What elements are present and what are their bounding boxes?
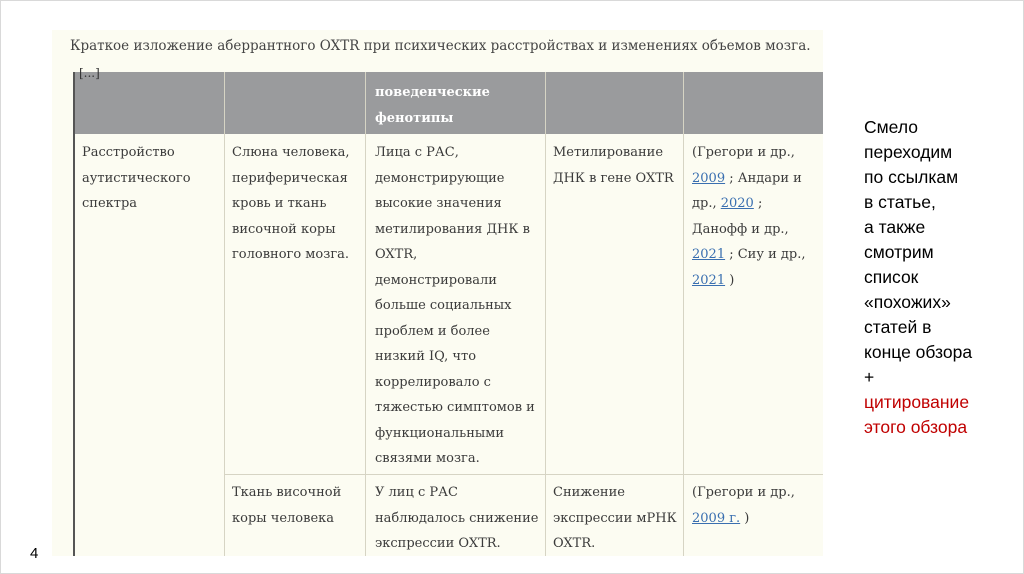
cell-line: височной коры bbox=[232, 221, 336, 237]
cell-line: головного мозга. bbox=[232, 247, 350, 262]
cell-line bbox=[692, 242, 822, 268]
phenotype-cell bbox=[375, 140, 545, 472]
note-line: Смело bbox=[864, 117, 918, 137]
citation-link[interactable]: 2021 bbox=[692, 247, 726, 262]
cell-text: ; Сиу и др., bbox=[725, 247, 806, 262]
cell-line bbox=[692, 191, 822, 217]
cell-line: Метилирование bbox=[553, 145, 664, 160]
column-divider bbox=[365, 72, 366, 556]
note-line: переходим bbox=[864, 142, 953, 162]
cell-line bbox=[692, 166, 822, 192]
cell-line: (Грегори и др., bbox=[692, 145, 795, 160]
note-line: список bbox=[864, 267, 919, 287]
column-divider bbox=[545, 72, 546, 556]
tissue-cell bbox=[232, 480, 364, 531]
cell-line: (Грегори и др., bbox=[692, 485, 795, 500]
cell-line: спектра bbox=[82, 196, 138, 211]
cell-line: проблем и более bbox=[375, 323, 490, 339]
header-cut-text: [...] bbox=[79, 66, 100, 80]
citation-link[interactable]: 2009 bbox=[692, 170, 726, 186]
cell-line: Расстройство bbox=[82, 145, 175, 160]
cell-line: больше социальных bbox=[375, 298, 512, 313]
cell-line: демонстрирующие bbox=[375, 170, 505, 186]
note-line: статей в bbox=[864, 317, 932, 337]
cell-line: функциональными bbox=[375, 425, 505, 441]
cell-line: Слюна человека, bbox=[232, 145, 350, 160]
reference-cell bbox=[692, 480, 822, 531]
cell-line: коры человека bbox=[232, 510, 335, 526]
mechanism-cell bbox=[553, 140, 683, 191]
note-line: смотрим bbox=[864, 242, 934, 262]
tissue-cell bbox=[232, 140, 364, 268]
table-caption: Краткое изложение аберрантного OXTR при психических расстройствах и изменениях объемов мозга. bbox=[70, 38, 811, 54]
cell-line: У лиц с РАС bbox=[375, 485, 458, 500]
note-line: конце обзора bbox=[864, 342, 973, 362]
cell-line: OXTR, bbox=[375, 247, 418, 262]
cell-line: экспрессии OXTR. bbox=[375, 536, 501, 551]
note-line-highlight: этого обзора bbox=[864, 417, 968, 437]
cell-line: ДНК в гене OXTR bbox=[553, 170, 674, 186]
note-line: а также bbox=[864, 217, 926, 237]
citation-link[interactable]: 2020 bbox=[720, 196, 754, 211]
cell-line: связями мозга. bbox=[375, 451, 480, 466]
reference-cell bbox=[692, 140, 822, 293]
cell-text: ) bbox=[740, 510, 750, 526]
disorder-cell bbox=[82, 140, 222, 217]
row-divider bbox=[225, 474, 823, 475]
citation-link[interactable]: 2021 bbox=[692, 272, 726, 288]
cell-line: демонстрировали bbox=[375, 272, 497, 288]
column-divider bbox=[683, 72, 684, 556]
cell-line: Снижение bbox=[553, 485, 625, 500]
slide-note bbox=[864, 115, 1014, 440]
cell-line: метилирования ДНК в bbox=[375, 221, 530, 237]
note-line: + bbox=[864, 367, 875, 387]
note-line: по ссылкам bbox=[864, 167, 959, 187]
cell-line: тяжестью симптомов и bbox=[375, 400, 535, 415]
cell-text: ; bbox=[753, 196, 763, 211]
cell-text: ) bbox=[725, 272, 735, 288]
cell-line: аутистического bbox=[82, 170, 191, 186]
cell-line: высокие значения bbox=[375, 196, 502, 211]
column-divider bbox=[224, 72, 225, 556]
cell-line: экспрессии мРНК bbox=[553, 510, 677, 526]
cell-line: наблюдалось снижение bbox=[375, 510, 539, 526]
cell-text: др., bbox=[692, 196, 721, 211]
cell-line bbox=[692, 268, 822, 294]
citation-link[interactable]: 2009 г. bbox=[692, 510, 741, 526]
cell-line: Лица с РАС, bbox=[375, 145, 459, 160]
cell-text: ; Андари и bbox=[725, 170, 802, 186]
note-line-highlight: цитирование bbox=[864, 392, 970, 412]
cell-line: кровь и ткань bbox=[232, 196, 327, 211]
header-line: поведенческие bbox=[375, 85, 490, 100]
cell-line: низкий IQ, что bbox=[375, 349, 477, 364]
mechanism-cell bbox=[553, 480, 683, 557]
cell-line: OXTR. bbox=[553, 536, 596, 551]
table-left-border bbox=[73, 72, 75, 556]
cell-line: коррелировало с bbox=[375, 374, 491, 390]
header-behavior-cell bbox=[375, 80, 535, 132]
cell-line bbox=[692, 506, 822, 532]
note-line: в статье, bbox=[864, 192, 936, 212]
cell-line: Данофф и др., bbox=[692, 221, 789, 237]
page-number: 4 bbox=[30, 545, 39, 562]
header-line: фенотипы bbox=[375, 111, 454, 126]
phenotype-cell bbox=[375, 480, 545, 557]
note-line: «похожих» bbox=[864, 292, 951, 312]
cell-line: периферическая bbox=[232, 170, 348, 186]
cell-line: Ткань височной bbox=[232, 485, 342, 500]
